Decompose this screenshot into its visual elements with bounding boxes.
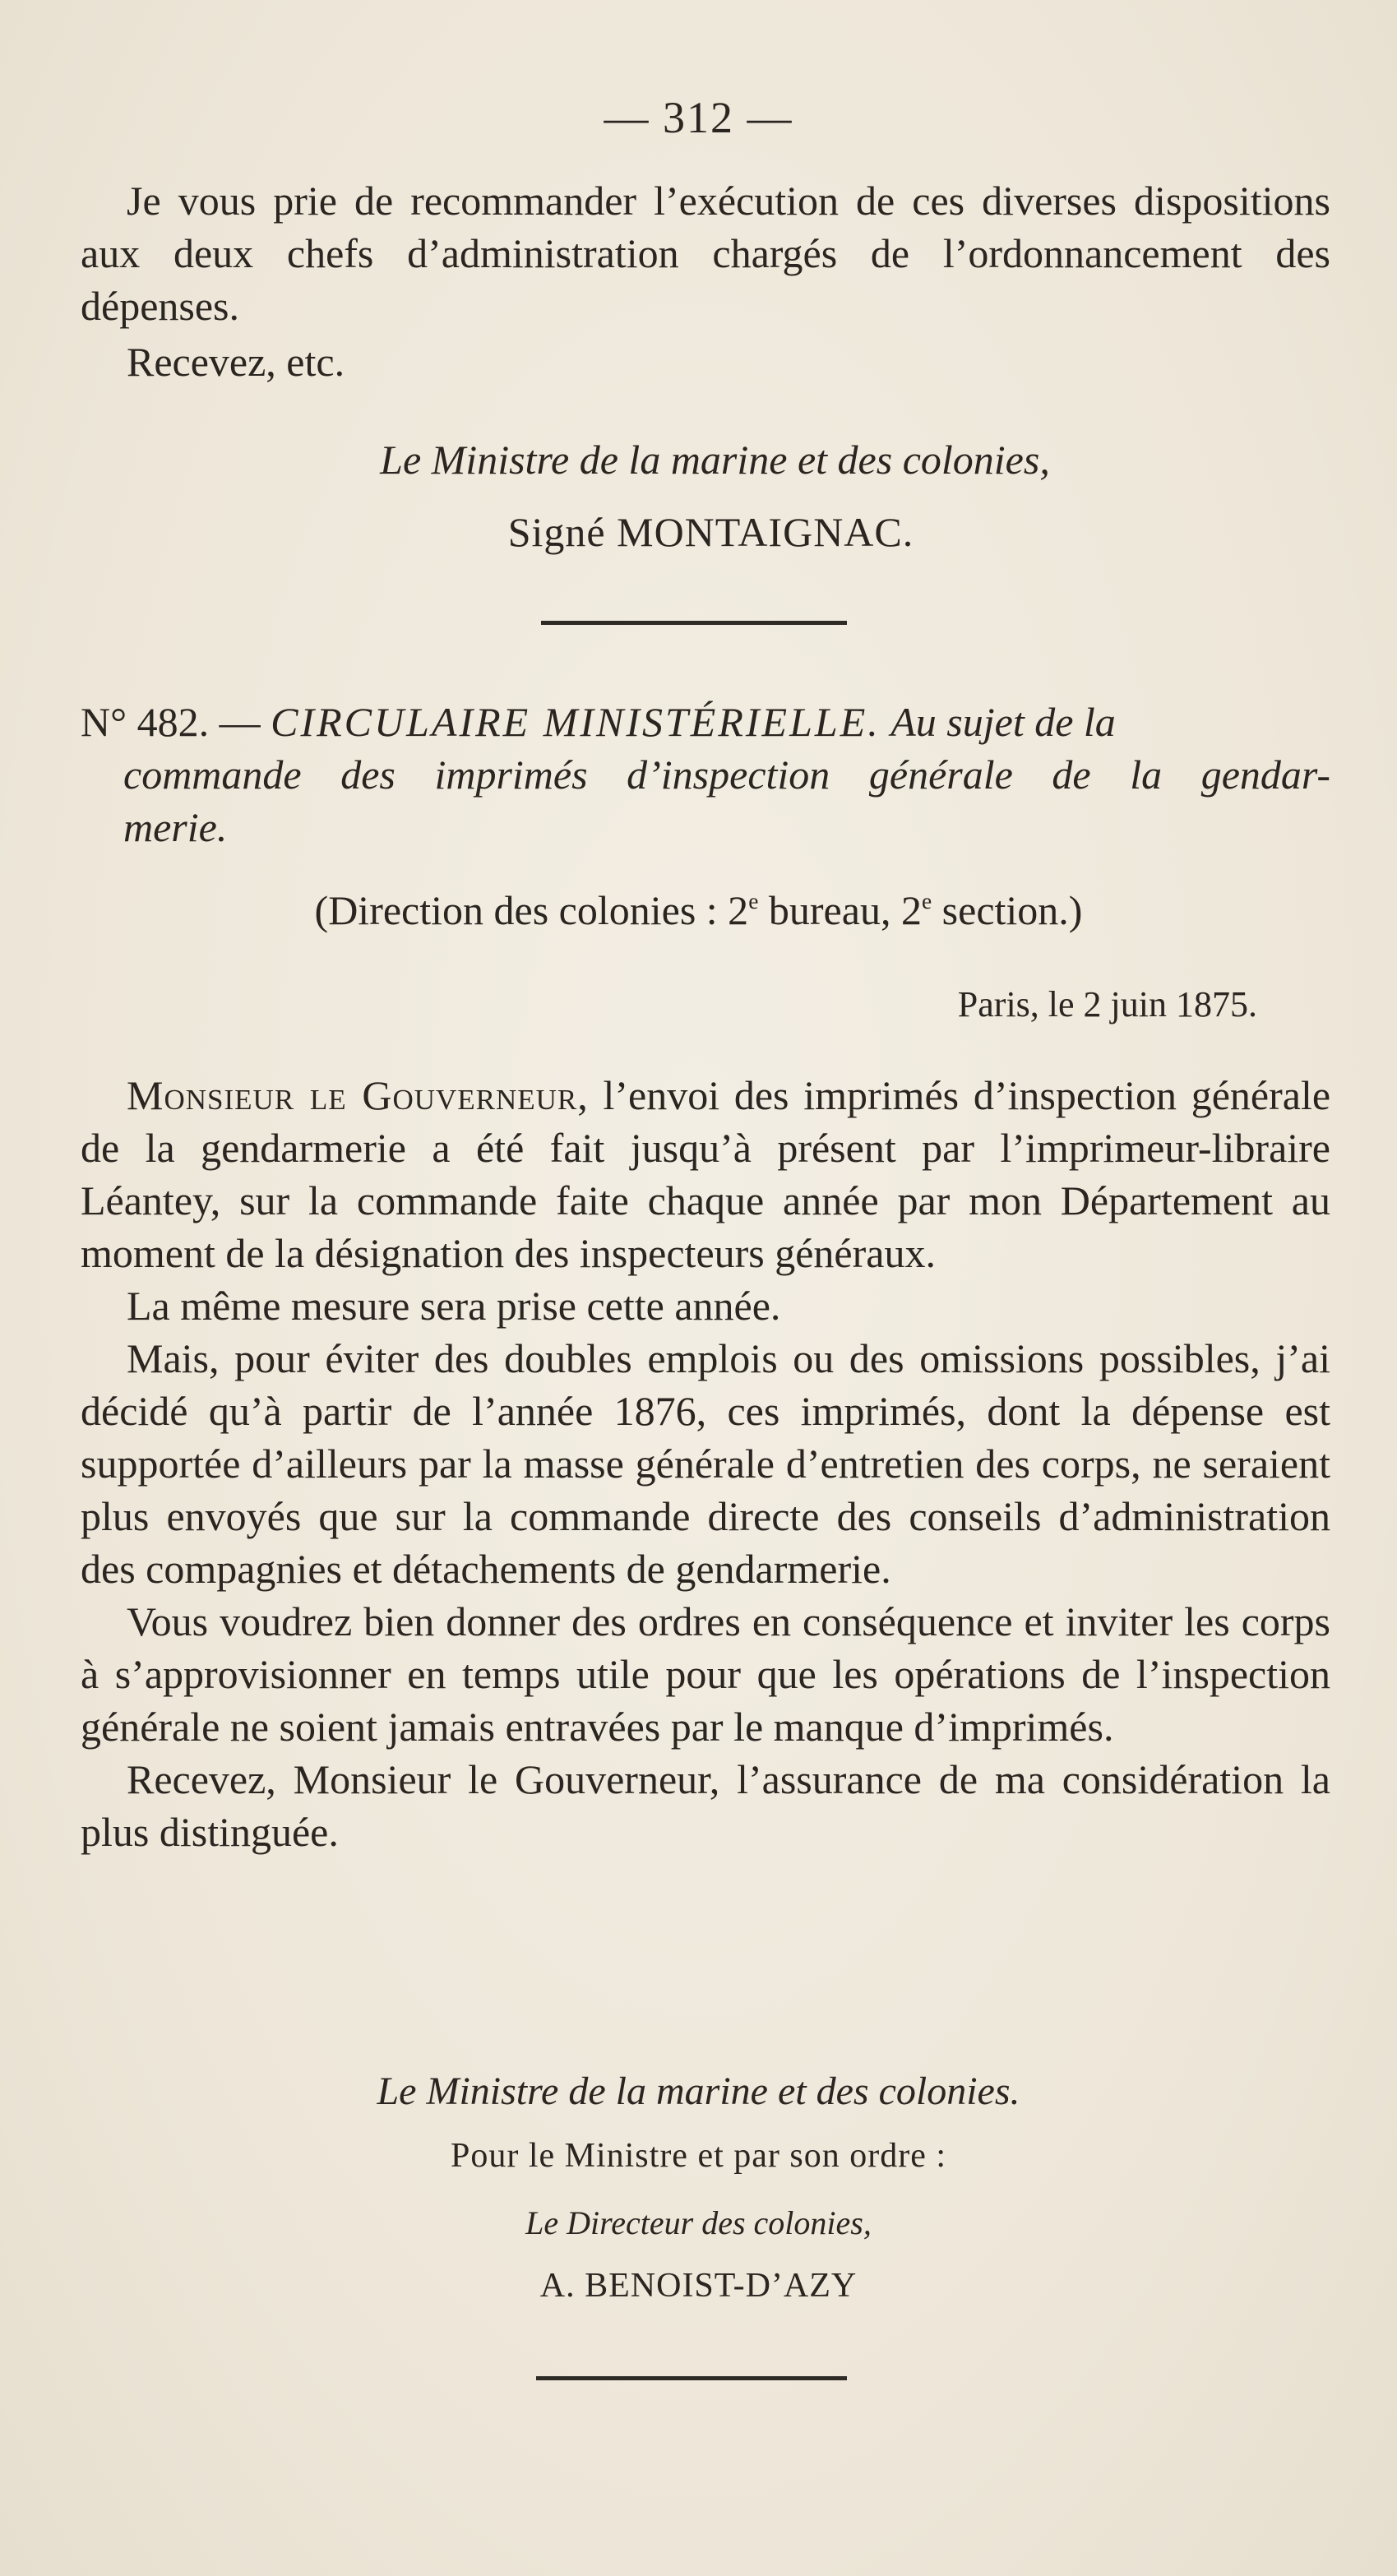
prior-signature: Signé MONTAIGNAC.: [507, 509, 914, 555]
signatory-title: Le Ministre de la marine et des colonies.: [377, 2070, 1020, 2113]
body-paragraph-4: Vous voudrez bien donner des ordres en conséquence et inviter les corps à s’approvisionner en temps utile pour que les opérations de l’inspection générale ne soient jamais entravées par le manque d’imprimés.: [81, 1598, 1330, 1750]
direction-text-1: (Direction des colonies : 2: [314, 887, 749, 933]
circular-title: CIRCULAIRE MINISTÉRIELLE.: [271, 699, 881, 745]
delegate-title: Le Directeur des colonies,: [525, 2204, 872, 2241]
body-paragraph-3: Mais, pour éviter des doubles emplois ou des omissions possibles, j’ai décidé qu’à partir de l’année 1876, ces imprimés, dont la dépense est supportée d’ailleurs par la masse générale d’entretien des corps, ne seraient plus envoyés que sur la commande directe des conseils d’administration des compagnies et détachements de gendarmerie.: [81, 1335, 1330, 1592]
prior-letter-closing: [81, 174, 1330, 388]
circular-subject-line1: Au sujet de la: [890, 699, 1116, 745]
circular-subject-line3: merie.: [123, 804, 228, 850]
body-paragraph-1-text: l’envoi des imprimés d’inspection générale de la gendarmerie a été fait jusqu’à présent par l’imprimeur-libraire Léantey, sur la commande faite chaque année par mon Département au moment de la désignation des inspecteurs généraux.: [81, 1072, 1331, 1276]
delegation-line: Pour le Ministre et par son ordre :: [450, 2137, 947, 2175]
page-number: — 312 —: [604, 93, 793, 142]
direction-sup-1: e: [748, 887, 759, 913]
prior-closing-paragraph: Je vous prie de recommander l’exécution de ces diverses dispositions aux deux chefs d’administration chargés de l’ordonnancement des dépenses.: [81, 178, 1330, 329]
direction-text-3: section.): [932, 887, 1083, 933]
prior-salutation: Recevez, etc.: [127, 339, 345, 385]
circular-number: N° 482. —: [81, 699, 261, 745]
address: Monsieur le Gouverneur,: [127, 1072, 589, 1118]
circular-direction: [0, 886, 1397, 934]
body-paragraph-2: La même mesure sera prise cette année.: [127, 1283, 781, 1329]
separator-rule-top: [541, 621, 847, 625]
place-date: Paris, le 2 juin 1875.: [957, 984, 1257, 1024]
body-paragraph-5: Recevez, Monsieur le Gouverneur, l’assurance de ma considération la plus distinguée.: [81, 1756, 1330, 1855]
separator-rule-bottom: [536, 2376, 847, 2380]
direction-sup-2: e: [921, 887, 932, 913]
direction-text-2: bureau, 2: [758, 887, 922, 933]
body-paragraph-1: [81, 1069, 1330, 1279]
circular-heading: [81, 696, 1330, 853]
circular-subject-line2: commande des imprimés d’inspection générale de la gendar-: [123, 752, 1330, 798]
circular-body: [81, 1069, 1330, 1858]
prior-signatory-title: Le Ministre de la marine et des colonies,: [380, 437, 1050, 483]
delegate-name: A. BENOIST-D’AZY: [539, 2267, 858, 2305]
